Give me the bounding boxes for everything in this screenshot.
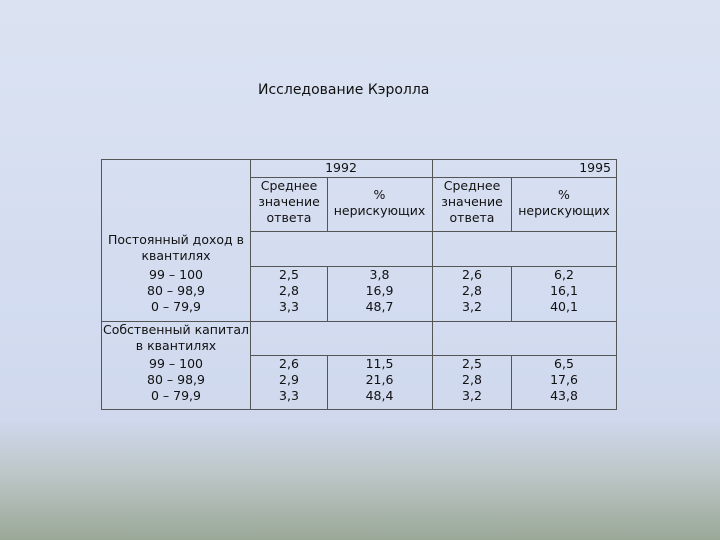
mean-1992-values-income (250, 267, 328, 315)
header-divider (250, 231, 617, 232)
table-value: 21,6 (365, 372, 394, 387)
table-value: 11,5 (365, 356, 394, 371)
table-value: 2,9 (279, 372, 299, 387)
quantile-label: 99 – 100 (149, 356, 203, 371)
header-line: значение (441, 194, 503, 209)
table-value: 3,3 (279, 388, 299, 403)
table-value: 16,1 (550, 283, 578, 298)
quantile-label: 80 – 98,9 (147, 372, 205, 387)
table-value: 2,8 (462, 372, 482, 387)
header-line: % (558, 187, 570, 202)
group-label-income (101, 232, 251, 264)
table-bottom-border (101, 409, 617, 410)
mean-1995-values-capital (432, 356, 512, 404)
year-1995-header: 1995 (579, 160, 611, 175)
header-line: ответа (449, 210, 495, 225)
table-value: 17,6 (550, 372, 578, 387)
carroll-study-table (101, 159, 617, 410)
table-value: 3,2 (462, 388, 482, 403)
table-value: 2,8 (462, 283, 482, 298)
group-label-line: Собственный капитал (102, 322, 250, 337)
pct-1992-values-capital (327, 356, 432, 404)
header-line: % (373, 187, 386, 202)
percent-nonrisk-header-1992 (327, 187, 432, 219)
table-value: 6,5 (554, 356, 574, 371)
header-line: нерискующих (518, 203, 610, 218)
pct-1992-values-income (327, 267, 432, 315)
table-value: 2,5 (462, 356, 482, 371)
table-value: 2,8 (279, 283, 299, 298)
quantile-label: 99 – 100 (149, 267, 203, 282)
header-line: ответа (266, 210, 312, 225)
header-line: Среднее (260, 178, 318, 193)
quantile-label: 0 – 79,9 (151, 388, 201, 403)
group-label-line: в квантилях (135, 338, 217, 353)
table-value: 2,6 (279, 356, 299, 371)
quantile-label: 0 – 79,9 (151, 299, 201, 314)
quantile-column-income (101, 267, 251, 315)
table-value: 6,2 (554, 267, 574, 282)
table-value: 3,3 (279, 299, 299, 314)
table-value: 3,2 (462, 299, 482, 314)
year-1992-header: 1992 (325, 160, 357, 175)
table-value: 40,1 (550, 299, 578, 314)
header-line: Среднее (443, 178, 501, 193)
table-value: 2,6 (462, 267, 482, 282)
group-label-line: Постоянный доход в (108, 232, 244, 247)
group-label-line: квантилях (141, 248, 211, 263)
mean-1992-values-capital (250, 356, 328, 404)
pct-1995-values-capital (511, 356, 617, 404)
slide-title: Исследование Кэролла (258, 82, 430, 98)
header-line: нерискующих (333, 203, 426, 218)
quantile-column-capital (101, 356, 251, 404)
mean-1995-values-income (432, 267, 512, 315)
table-value: 2,5 (279, 267, 299, 282)
header-line: значение (258, 194, 320, 209)
mean-response-header-1995 (432, 178, 512, 226)
mean-response-header-1992 (250, 178, 328, 226)
quantile-label: 80 – 98,9 (147, 283, 205, 298)
table-value: 43,8 (550, 388, 578, 403)
pct-1995-values-income (511, 267, 617, 315)
table-value: 3,8 (369, 267, 390, 282)
table-value: 48,7 (365, 299, 394, 314)
table-value: 48,4 (365, 388, 394, 403)
group-label-capital (101, 322, 251, 354)
percent-nonrisk-header-1995 (511, 187, 617, 219)
table-value: 16,9 (365, 283, 394, 298)
